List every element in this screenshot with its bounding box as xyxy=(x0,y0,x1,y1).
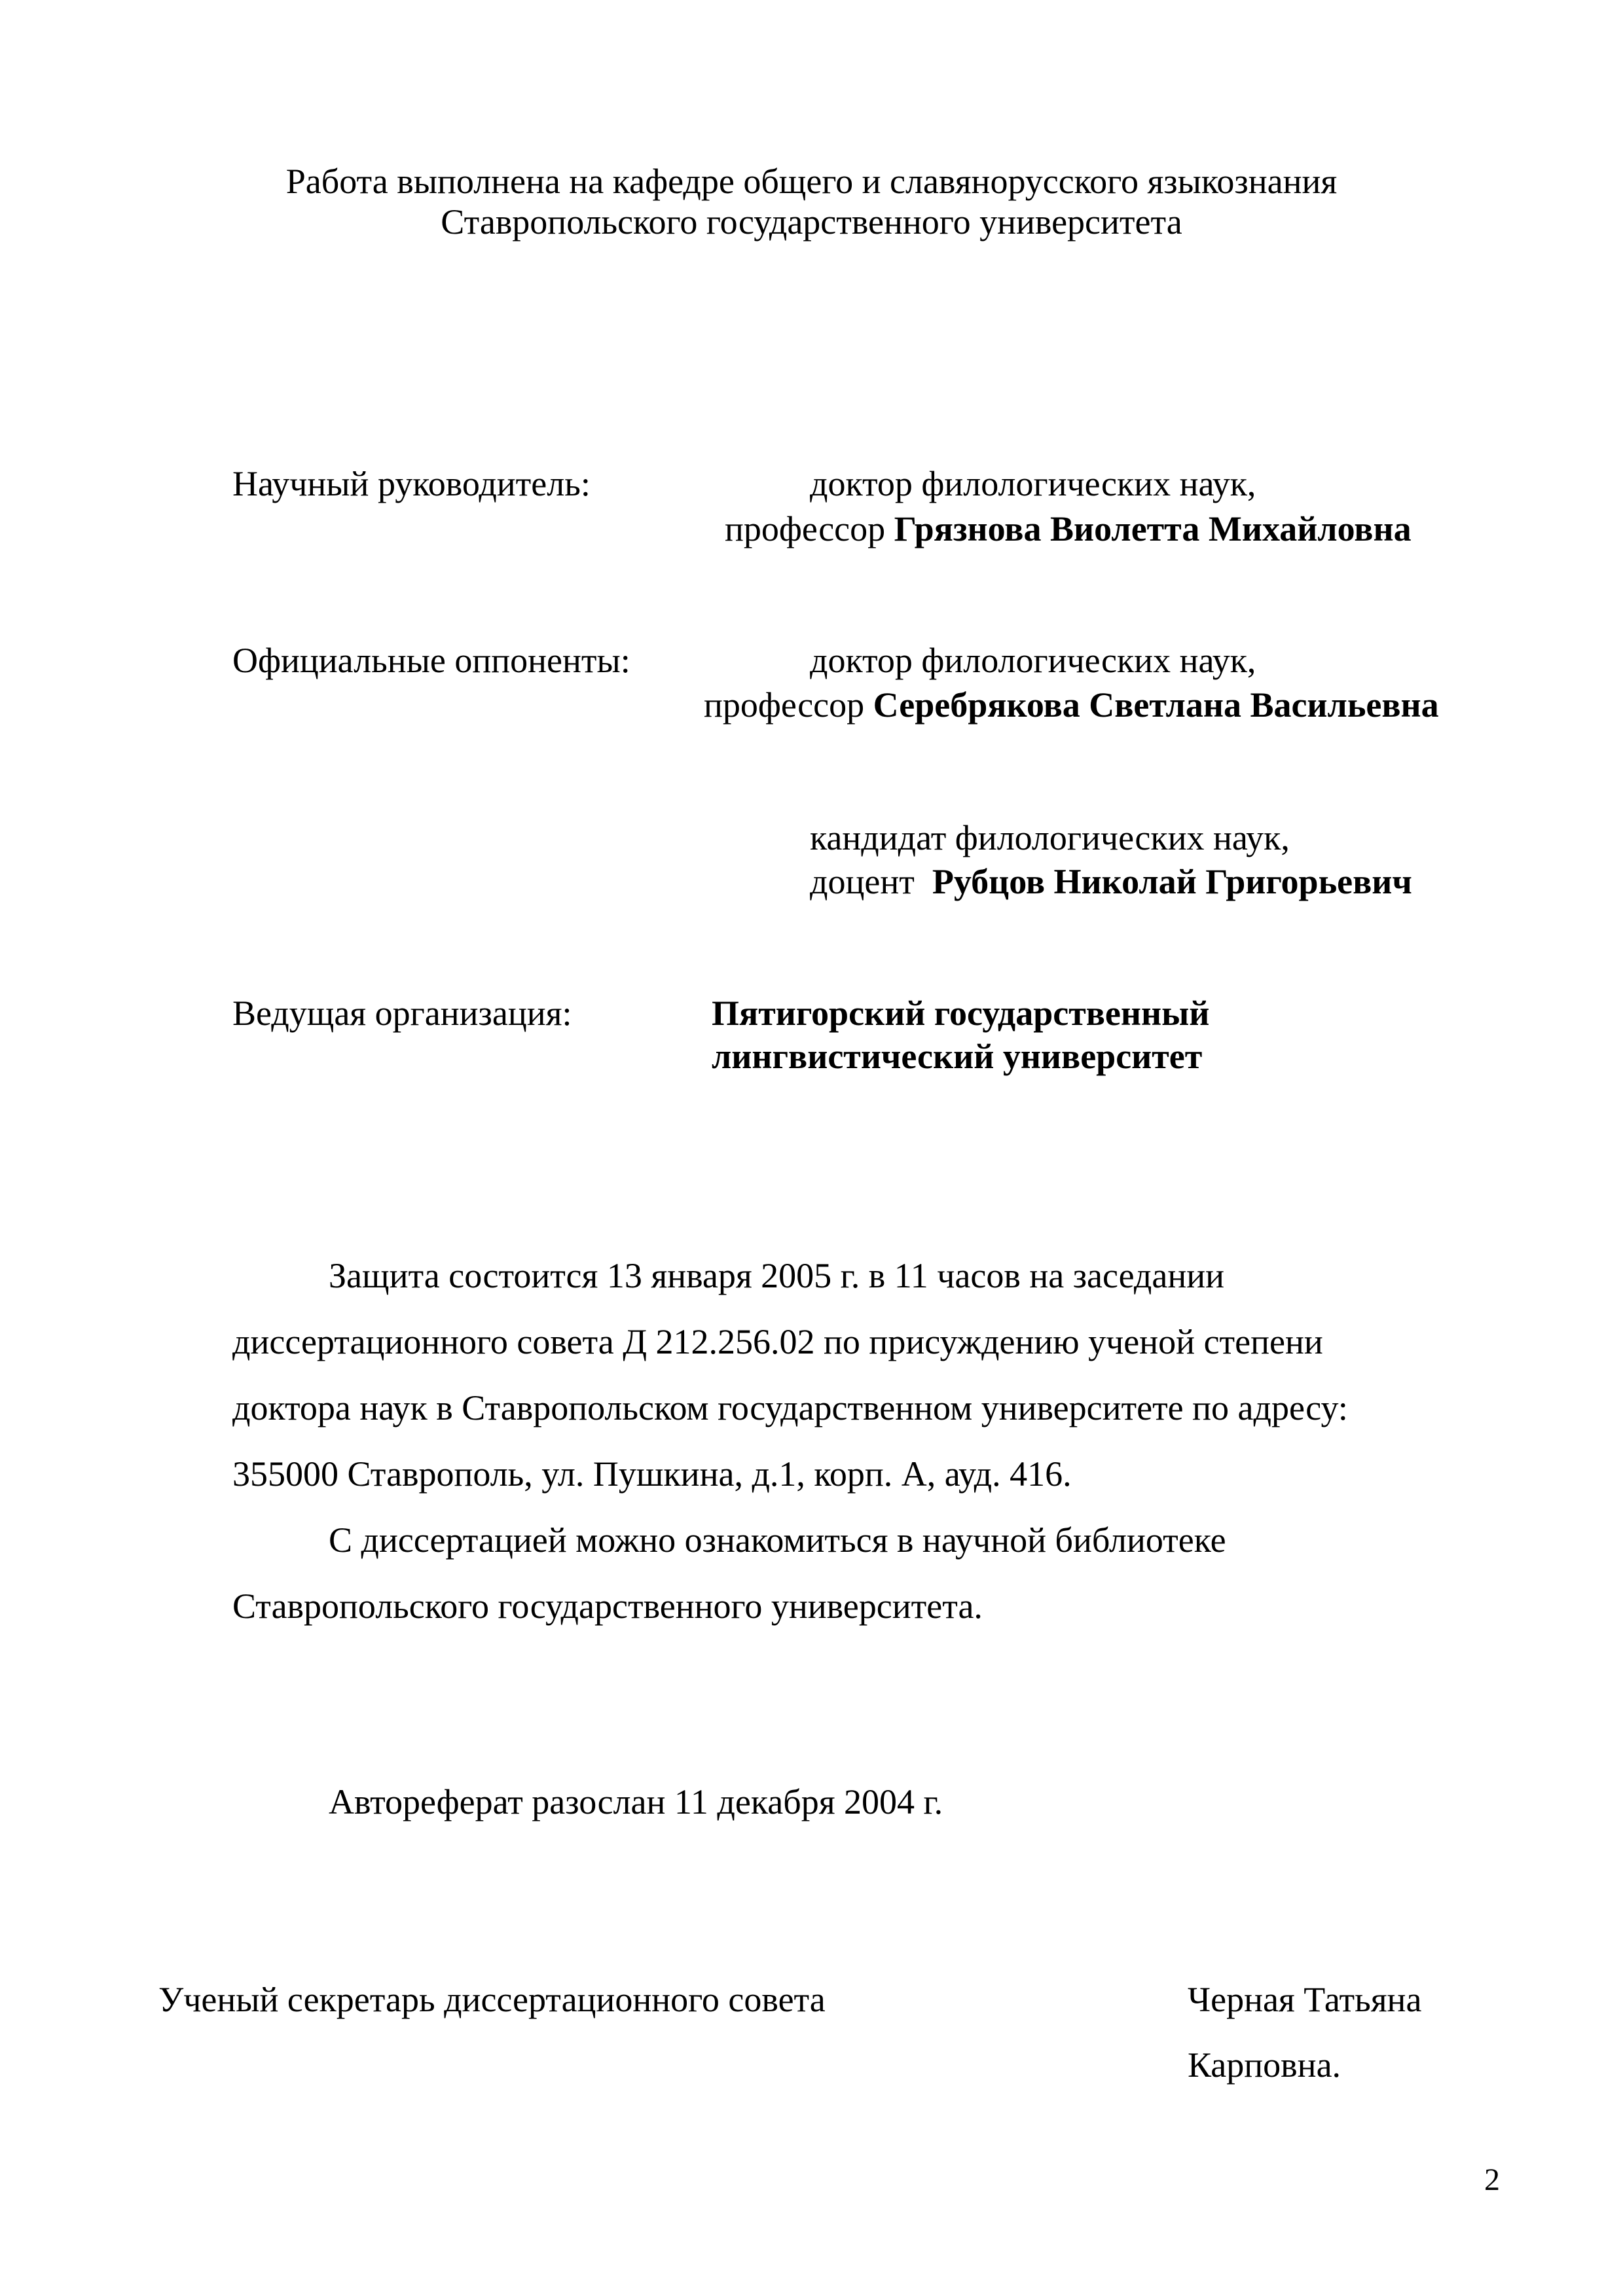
opponent-1-title-name xyxy=(704,687,1439,723)
secretary-name-line-1: Черная Татьяна xyxy=(1188,1980,1422,2019)
supervisor-name: Грязнова Виолетта Михайловна xyxy=(894,509,1412,548)
opponent-2-name: Рубцов Николай Григорьевич xyxy=(932,862,1412,901)
page-number: 2 xyxy=(1484,2162,1500,2197)
secretary-name-line-2: Карповна. xyxy=(1188,2045,1341,2085)
supervisor-degree: доктор филологических наук, xyxy=(810,464,1256,503)
secretary-label: Ученый секретарь диссертационного совета xyxy=(158,1980,826,2019)
abstract-sent-line: Автореферат разослан 11 декабря 2004 г. xyxy=(329,1782,943,1821)
defense-line-1: Защита состоится 13 января 2005 г. в 11 часов на заседании xyxy=(329,1256,1225,1295)
defense-line-3: доктора наук в Ставропольском государственном университете по адресу: xyxy=(232,1388,1348,1427)
opponent-1-name: Серебрякова Светлана Васильевна xyxy=(873,685,1439,725)
opponent-1-title: профессор xyxy=(704,685,865,725)
leading-org-line-2: лингвистический университет xyxy=(712,1037,1203,1076)
opponent-2-title: доцент xyxy=(810,862,915,901)
opponents-label: Официальные оппоненты: xyxy=(232,641,630,680)
supervisor-title: профессор xyxy=(725,509,886,548)
leading-org-label: Ведущая организация: xyxy=(232,994,572,1033)
defense-line-5: С диссертацией можно ознакомиться в научной библиотеке xyxy=(329,1520,1226,1560)
defense-line-2: диссертационного совета Д 212.256.02 по присуждению ученой степени xyxy=(232,1322,1323,1361)
supervisor-title-name xyxy=(725,511,1412,547)
defense-line-6: Ставропольского государственного университета. xyxy=(232,1587,983,1626)
opponent-1-degree: доктор филологических наук, xyxy=(810,641,1256,680)
opponent-2-title-name xyxy=(810,864,1412,899)
supervisor-label: Научный руководитель: xyxy=(232,464,591,503)
leading-org-line-1: Пятигорский государственный xyxy=(712,994,1210,1033)
header-line-1: Работа выполнена на кафедре общего и славянорусского языкознания xyxy=(285,162,1338,201)
header-line-2: Ставропольского государственного университета xyxy=(441,202,1182,242)
opponent-2-degree: кандидат филологических наук, xyxy=(810,818,1290,857)
defense-line-4: 355000 Ставрополь, ул. Пушкина, д.1, корп. А, ауд. 416. xyxy=(232,1454,1072,1494)
